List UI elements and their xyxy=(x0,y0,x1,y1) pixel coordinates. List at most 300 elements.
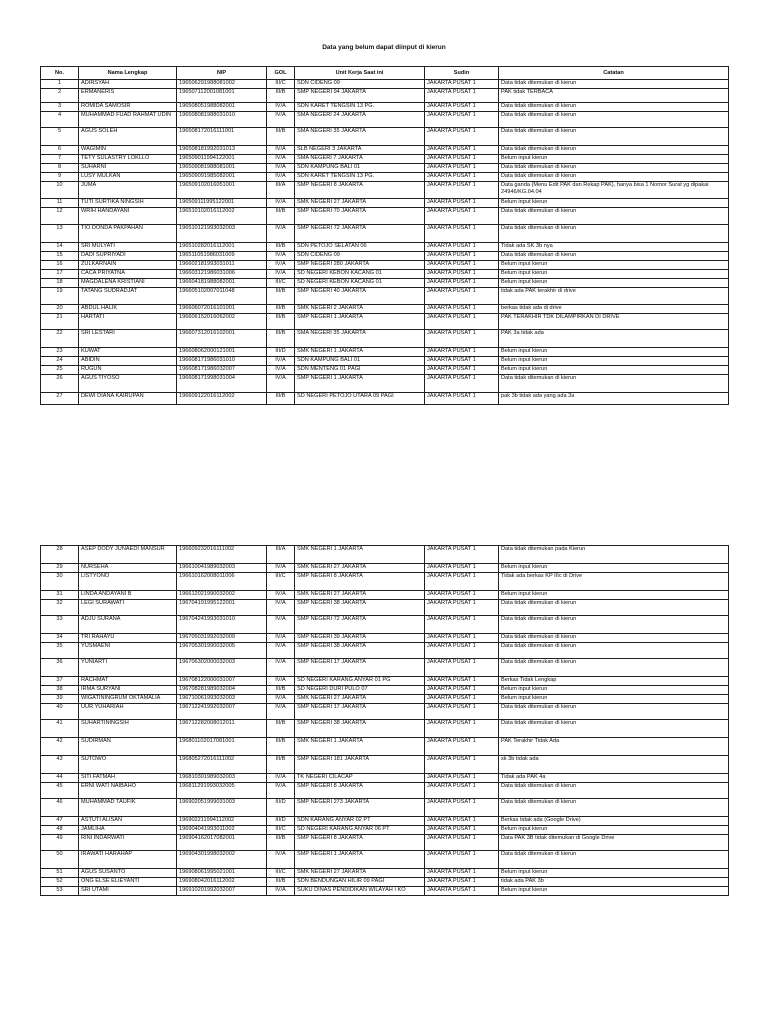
table-row xyxy=(41,851,729,869)
cell-unit: SDN CIDENG 09 xyxy=(295,252,425,261)
cell-gol: III/C xyxy=(267,869,295,878)
cell-gol: III/A xyxy=(267,546,295,564)
cell-unit: SDN KARANG ANYAR 02 PT xyxy=(295,817,425,826)
cell-nip: 196604181988082001 xyxy=(177,279,267,288)
cell-nama: MAGDALENA KRISTIANI xyxy=(79,279,177,288)
cell-gol: IV/A xyxy=(267,112,295,128)
cell-nama: TIO DONDA PAKPAHAN xyxy=(79,225,177,243)
cell-catatan: Belum input kierun xyxy=(499,826,729,835)
cell-sudin: JAKARTA PUSAT 1 xyxy=(425,774,499,783)
cell-gol: III/C xyxy=(267,573,295,591)
cell-catatan: Data tidak ditemukan di kierun xyxy=(499,600,729,616)
cell-no: 35 xyxy=(41,643,79,659)
cell-sudin: JAKARTA PUSAT 1 xyxy=(425,366,499,375)
table-row xyxy=(41,208,729,225)
cell-no: 38 xyxy=(41,686,79,695)
cell-catatan: PAK TERAKHIR TDK DILAMPIRKAN DI DRIVE xyxy=(499,314,729,330)
cell-catatan: Tidak ada PAK 4a xyxy=(499,774,729,783)
table-row xyxy=(41,261,729,270)
cell-gol: III/B xyxy=(267,835,295,851)
cell-unit: SUKU DINAS PENDIDIKAN WILAYAH I KO xyxy=(295,887,425,896)
cell-nama: DADI SUPRIYADI xyxy=(79,252,177,261)
cell-unit: SMK NEGERI 27 JAKARTA xyxy=(295,591,425,600)
document-title: Data yang belum dapat diinput di kierun xyxy=(322,44,446,51)
cell-gol: IV/A xyxy=(267,643,295,659)
cell-sudin: JAKARTA PUSAT 1 xyxy=(425,659,499,677)
table-row xyxy=(41,330,729,348)
cell-nama: UUR YUHARIAH xyxy=(79,704,177,720)
header-no: No. xyxy=(41,67,79,80)
table-row xyxy=(41,817,729,826)
cell-unit: SMP NEGERI 1 JAKARTA xyxy=(295,314,425,330)
cell-nip: 196603121986031006 xyxy=(177,270,267,279)
cell-no: 14 xyxy=(41,243,79,252)
cell-nip: 196508172016111001 xyxy=(177,128,267,146)
header-gol: GOL xyxy=(267,67,295,80)
cell-catatan: berkas tidak ada di drive xyxy=(499,305,729,314)
table-body-part-2 xyxy=(41,546,729,896)
cell-catatan: Data tidak ditemukan di kierun xyxy=(499,112,729,128)
header-nip: NIP xyxy=(177,67,267,80)
cell-gol: IV/A xyxy=(267,199,295,208)
cell-no: 40 xyxy=(41,704,79,720)
cell-nip: 196904162017082001 xyxy=(177,835,267,851)
cell-gol: IV/A xyxy=(267,887,295,896)
cell-no: 30 xyxy=(41,573,79,591)
cell-nama: SUDIRMAN xyxy=(79,738,177,756)
cell-nama: TUTI SURTIKA NINGSIH xyxy=(79,199,177,208)
cell-gol: IV/A xyxy=(267,600,295,616)
cell-sudin: JAKARTA PUSAT 1 xyxy=(425,199,499,208)
cell-unit: SMP NEGERI 273 JAKARTA xyxy=(295,799,425,817)
cell-nama: ZULKARNAIN xyxy=(79,261,177,270)
cell-nama: TATANG SUDRADJAT xyxy=(79,288,177,305)
cell-nip: 196609232016111002 xyxy=(177,546,267,564)
cell-no: 37 xyxy=(41,677,79,686)
cell-sudin: JAKARTA PUSAT 1 xyxy=(425,112,499,128)
cell-nama: TETY SULASTRY LOKLLO xyxy=(79,155,177,164)
cell-nip: 196811291993032005 xyxy=(177,783,267,799)
cell-no: 26 xyxy=(41,375,79,393)
cell-catatan: Data tidak ditemukan di kierun xyxy=(499,634,729,643)
table-row xyxy=(41,756,729,774)
cell-gol: IV/A xyxy=(267,677,295,686)
header-catatan: Catatan xyxy=(499,67,729,80)
cell-no: 18 xyxy=(41,279,79,288)
cell-sudin: JAKARTA PUSAT 1 xyxy=(425,348,499,357)
table-row xyxy=(41,564,729,573)
cell-gol: III/C xyxy=(267,80,295,89)
cell-sudin: JAKARTA PUSAT 1 xyxy=(425,375,499,393)
cell-sudin: JAKARTA PUSAT 1 xyxy=(425,851,499,869)
cell-unit: SMK NEGERI 27 JAKARTA xyxy=(295,564,425,573)
table-header-row xyxy=(41,67,729,80)
cell-catatan: Belum input kierun xyxy=(499,357,729,366)
cell-nama: HARTATI xyxy=(79,314,177,330)
cell-no: 16 xyxy=(41,261,79,270)
cell-nama: TRI RAHAYU xyxy=(79,634,177,643)
table-row xyxy=(41,616,729,634)
cell-unit: SMP NEGERI 1 JAKARTA xyxy=(295,375,425,393)
cell-unit: SMP NEGERI 38 JAKARTA xyxy=(295,643,425,659)
cell-no: 24 xyxy=(41,357,79,366)
cell-unit: SMP NEGERI 17 JAKARTA xyxy=(295,704,425,720)
cell-gol: IV/A xyxy=(267,261,295,270)
cell-sudin: JAKARTA PUSAT 1 xyxy=(425,783,499,799)
cell-nama: SRI UTAMI xyxy=(79,887,177,896)
cell-gol: IV/A xyxy=(267,634,295,643)
cell-no: 52 xyxy=(41,878,79,887)
cell-gol: IV/A xyxy=(267,851,295,869)
cell-catatan: Belum input kierun xyxy=(499,199,729,208)
table-row xyxy=(41,738,729,756)
cell-nama: IRMA SURYANI xyxy=(79,686,177,695)
cell-nama: MUHAMMAD FUAD RAHMAT UDIN xyxy=(79,112,177,128)
cell-sudin: JAKARTA PUSAT 1 xyxy=(425,288,499,305)
cell-nama: ASEP DODY JUNAEDI MANSUR xyxy=(79,546,177,564)
cell-gol: III/B xyxy=(267,756,295,774)
cell-sudin: JAKARTA PUSAT 1 xyxy=(425,261,499,270)
cell-unit: SMP NEGERI 8 JAKARTA xyxy=(295,182,425,199)
cell-unit: SDN MENTENG 01 PAGI xyxy=(295,366,425,375)
cell-catatan: Belum input kierun xyxy=(499,155,729,164)
cell-sudin: JAKARTA PUSAT 1 xyxy=(425,887,499,896)
cell-sudin: JAKARTA PUSAT 1 xyxy=(425,720,499,738)
cell-nama: SITI FATMAH xyxy=(79,774,177,783)
cell-sudin: JAKARTA PUSAT 1 xyxy=(425,817,499,826)
cell-unit: SMP NEGERI 94 JAKARTA xyxy=(295,89,425,103)
cell-no: 34 xyxy=(41,634,79,643)
cell-nama: LUSY MULKAN xyxy=(79,173,177,182)
cell-no: 15 xyxy=(41,252,79,261)
cell-catatan: Belum input kierun xyxy=(499,887,729,896)
cell-no: 13 xyxy=(41,225,79,243)
cell-sudin: JAKARTA PUSAT 1 xyxy=(425,869,499,878)
table-row xyxy=(41,199,729,208)
cell-gol: IV/A xyxy=(267,146,295,155)
table-row xyxy=(41,305,729,314)
cell-catatan: Belum input kierun xyxy=(499,366,729,375)
cell-catatan: Belum input kierun xyxy=(499,348,729,357)
cell-nama: RUGUN xyxy=(79,366,177,375)
cell-gol: III/B xyxy=(267,720,295,738)
table-row xyxy=(41,225,729,243)
cell-sudin: JAKARTA PUSAT 1 xyxy=(425,704,499,720)
cell-gol: III/C xyxy=(267,279,295,288)
cell-nip: 196509011994122001 xyxy=(177,155,267,164)
cell-unit: SD NEGERI KARANG ANYAR 06 PT xyxy=(295,826,425,835)
cell-nama: WIGATININGRUM OKTAMALIA xyxy=(79,695,177,704)
cell-gol: IV/A xyxy=(267,375,295,393)
cell-unit: SMK NEGERI 27 JAKARTA xyxy=(295,199,425,208)
cell-unit: SDN CIDENG 09 xyxy=(295,80,425,89)
cell-nama: AGUS SOLEH xyxy=(79,128,177,146)
cell-gol: IV/A xyxy=(267,270,295,279)
cell-nama: YUSMAENI xyxy=(79,643,177,659)
table-row xyxy=(41,164,729,173)
cell-unit: SMP NEGERI 8 JAKARTA xyxy=(295,783,425,799)
cell-sudin: JAKARTA PUSAT 1 xyxy=(425,826,499,835)
cell-nip: 196608062000121001 xyxy=(177,348,267,357)
cell-catatan: Data tidak ditemukan di kierun xyxy=(499,252,729,261)
cell-sudin: JAKARTA PUSAT 1 xyxy=(425,393,499,405)
cell-sudin: JAKARTA PUSAT 1 xyxy=(425,270,499,279)
cell-sudin: JAKARTA PUSAT 1 xyxy=(425,305,499,314)
cell-nama: YUNIARTI xyxy=(79,659,177,677)
cell-catatan: Data tidak ditemukan di kierun xyxy=(499,799,729,817)
header-sudin: Sudin xyxy=(425,67,499,80)
table-row xyxy=(41,835,729,851)
cell-sudin: JAKARTA PUSAT 1 xyxy=(425,573,499,591)
table-row xyxy=(41,774,729,783)
cell-catatan: Data tidak ditemukan di kierun xyxy=(499,80,729,89)
cell-unit: SMP NEGERI 17 JAKARTA xyxy=(295,659,425,677)
cell-no: 19 xyxy=(41,288,79,305)
cell-nip: 196609122016112002 xyxy=(177,393,267,405)
cell-nip: 196810301989032003 xyxy=(177,774,267,783)
cell-gol: IV/A xyxy=(267,783,295,799)
table-row xyxy=(41,89,729,103)
cell-gol: III/B xyxy=(267,305,295,314)
cell-unit: SDN PETOJO SELATAN 06 xyxy=(295,243,425,252)
cell-nip: 196608171986032007 xyxy=(177,366,267,375)
cell-gol: IV/A xyxy=(267,616,295,634)
table-row xyxy=(41,546,729,564)
cell-no: 25 xyxy=(41,366,79,375)
cell-catatan: Data tidak ditemukan di kierun xyxy=(499,146,729,155)
cell-nama: JAMLIHA xyxy=(79,826,177,835)
cell-gol: III/D xyxy=(267,348,295,357)
cell-nama: AGUS TIYOSO xyxy=(79,375,177,393)
cell-sudin: JAKARTA PUSAT 1 xyxy=(425,357,499,366)
cell-nip: 196705031992032009 xyxy=(177,634,267,643)
cell-no: 6 xyxy=(41,146,79,155)
cell-unit: SMP NEGERI 8 JAKARTA xyxy=(295,573,425,591)
table-row xyxy=(41,826,729,835)
table-row xyxy=(41,80,729,89)
cell-catatan: Belum input kierun xyxy=(499,279,729,288)
cell-sudin: JAKARTA PUSAT 1 xyxy=(425,80,499,89)
cell-unit: SMA NEGERI 35 JAKARTA xyxy=(295,128,425,146)
cell-no: 36 xyxy=(41,659,79,677)
cell-gol: III/B xyxy=(267,738,295,756)
cell-gol: IV/A xyxy=(267,357,295,366)
cell-no: 20 xyxy=(41,305,79,314)
cell-no: 29 xyxy=(41,564,79,573)
cell-catatan: Berkas Tidak Lengkap xyxy=(499,677,729,686)
cell-sudin: JAKARTA PUSAT 1 xyxy=(425,835,499,851)
cell-nip: 196610162008011006 xyxy=(177,573,267,591)
cell-nip: 196805272016111002 xyxy=(177,756,267,774)
cell-unit: SD NEGERI PETOJO UTARA 09 PAGI xyxy=(295,393,425,405)
cell-no: 51 xyxy=(41,869,79,878)
cell-no: 28 xyxy=(41,546,79,564)
cell-gol: III/D xyxy=(267,799,295,817)
table-row xyxy=(41,659,729,677)
cell-sudin: JAKARTA PUSAT 1 xyxy=(425,677,499,686)
cell-nama: WRIH HANDAYANI xyxy=(79,208,177,225)
cell-unit: SMK NEGERI 1 JAKARTA xyxy=(295,348,425,357)
cell-gol: IV/A xyxy=(267,366,295,375)
cell-unit: SMP NEGERI 38 JAKARTA xyxy=(295,720,425,738)
cell-sudin: JAKARTA PUSAT 1 xyxy=(425,799,499,817)
table-row xyxy=(41,643,729,659)
cell-no: 23 xyxy=(41,348,79,357)
cell-unit: SMA NEGERI 7 JAKARTA xyxy=(295,155,425,164)
cell-nip: 196712282008012011 xyxy=(177,720,267,738)
cell-gol: IV/A xyxy=(267,164,295,173)
table-row xyxy=(41,314,729,330)
cell-nip: 196511051986031009 xyxy=(177,252,267,261)
cell-sudin: JAKARTA PUSAT 1 xyxy=(425,146,499,155)
cell-gol: IV/A xyxy=(267,103,295,112)
cell-no: 47 xyxy=(41,817,79,826)
cell-catatan: Data PAK 3B tidak ditemukan di Google Drive xyxy=(499,835,729,851)
cell-unit: SD NEGERI DURI PULO 07 xyxy=(295,686,425,695)
cell-nama: SUHARNI xyxy=(79,164,177,173)
cell-nip: 196610041989032003 xyxy=(177,564,267,573)
data-table-part-1 xyxy=(40,66,729,405)
cell-nip: 196908042016112002 xyxy=(177,878,267,887)
cell-no: 44 xyxy=(41,774,79,783)
table-row xyxy=(41,677,729,686)
cell-no: 8 xyxy=(41,164,79,173)
cell-sudin: JAKARTA PUSAT 1 xyxy=(425,225,499,243)
cell-nip: 196606072016101001 xyxy=(177,305,267,314)
cell-no: 53 xyxy=(41,887,79,896)
cell-nama: MUHAMMAD TAUFIK xyxy=(79,799,177,817)
cell-catatan: Belum input kierun xyxy=(499,869,729,878)
table-row xyxy=(41,366,729,375)
cell-catatan: Data tidak ditemukan di kierun xyxy=(499,103,729,112)
cell-catatan: Belum input kierun xyxy=(499,686,729,695)
cell-nip: 196712241992032007 xyxy=(177,704,267,720)
table-row xyxy=(41,393,729,405)
cell-catatan: Data tidak ditemukan di kierun xyxy=(499,616,729,634)
cell-nama: AGUS SUSANTO xyxy=(79,869,177,878)
cell-unit: SDN KAMPUNG BALI 01 xyxy=(295,164,425,173)
table-row xyxy=(41,591,729,600)
cell-nama: ABDUL HALIK xyxy=(79,305,177,314)
cell-catatan: PAK 3a tidak ada xyxy=(499,330,729,348)
cell-nip: 196510282016112001 xyxy=(177,243,267,252)
cell-sudin: JAKARTA PUSAT 1 xyxy=(425,128,499,146)
cell-catatan: Data tidak ditemukan di kierun xyxy=(499,643,729,659)
cell-unit: SMP NEGERI 70 JAKARTA xyxy=(295,208,425,225)
cell-unit: SMK NEGERI 27 JAKARTA xyxy=(295,695,425,704)
cell-nama: SUTOWO xyxy=(79,756,177,774)
cell-nama: RACHMAT xyxy=(79,677,177,686)
cell-nip: 196710061993032003 xyxy=(177,695,267,704)
cell-catatan: Data tidak ditemukan pada Kierun xyxy=(499,546,729,564)
cell-unit: SDN BENDUNGAN HILIR 09 PAGI xyxy=(295,878,425,887)
cell-gol: IV/A xyxy=(267,252,295,261)
table-row xyxy=(41,887,729,896)
table-row xyxy=(41,600,729,616)
cell-catatan: Data tidak ditemukan di kierun xyxy=(499,704,729,720)
cell-sudin: JAKARTA PUSAT 1 xyxy=(425,643,499,659)
cell-catatan: Data ganda (Menu Edit PAK dan Rekap PAK), hanya bisa 1 Nomor Surat yg dipakai 24946/KG.04.04 xyxy=(499,182,729,199)
cell-no: 1 xyxy=(41,80,79,89)
cell-no: 27 xyxy=(41,393,79,405)
cell-gol: IV/A xyxy=(267,564,295,573)
cell-unit: SMA NEGERI 35 JAKARTA xyxy=(295,330,425,348)
table-row xyxy=(41,252,729,261)
cell-sudin: JAKARTA PUSAT 1 xyxy=(425,155,499,164)
table-row xyxy=(41,173,729,182)
cell-unit: SD NEGERI KARANG ANYAR 01 PG xyxy=(295,677,425,686)
cell-nip: 196509111995122001 xyxy=(177,199,267,208)
cell-gol: IV/A xyxy=(267,591,295,600)
table-row xyxy=(41,288,729,305)
cell-unit: TK NEGERI CILACAP xyxy=(295,774,425,783)
cell-no: 17 xyxy=(41,270,79,279)
cell-nip: 196706302000032003 xyxy=(177,659,267,677)
cell-no: 42 xyxy=(41,738,79,756)
cell-nip: 196509091985082001 xyxy=(177,173,267,182)
cell-nip: 196510121993032003 xyxy=(177,225,267,243)
cell-sudin: JAKARTA PUSAT 1 xyxy=(425,330,499,348)
cell-gol: III/B xyxy=(267,89,295,103)
cell-gol: III/B xyxy=(267,208,295,225)
cell-unit: SDN KARET TENGSIN 13 PG. xyxy=(295,103,425,112)
cell-no: 41 xyxy=(41,720,79,738)
cell-no: 43 xyxy=(41,756,79,774)
cell-sudin: JAKARTA PUSAT 1 xyxy=(425,243,499,252)
cell-gol: III/B xyxy=(267,243,295,252)
cell-nip: 196509081988081001 xyxy=(177,164,267,173)
cell-nip: 196708122000031007 xyxy=(177,677,267,686)
cell-sudin: JAKARTA PUSAT 1 xyxy=(425,600,499,616)
table-row xyxy=(41,695,729,704)
cell-nama: ADJU SURANA xyxy=(79,616,177,634)
cell-catatan: Belum input kierun xyxy=(499,261,729,270)
cell-unit: SD NEGERI KEBON KACANG 01 xyxy=(295,279,425,288)
cell-no: 33 xyxy=(41,616,79,634)
table-row xyxy=(41,799,729,817)
cell-nama: JUMA xyxy=(79,182,177,199)
cell-gol: III/D xyxy=(267,817,295,826)
cell-nip: 196606152016062002 xyxy=(177,314,267,330)
cell-nama: LISTYONO xyxy=(79,573,177,591)
table-row xyxy=(41,243,729,252)
cell-unit: SDN KAMPUNG BALI 01 xyxy=(295,357,425,366)
cell-no: 9 xyxy=(41,173,79,182)
cell-nip: 196801102017081001 xyxy=(177,738,267,756)
cell-nama: ADIRSYAH xyxy=(79,80,177,89)
table-row xyxy=(41,112,729,128)
cell-nip: 196705301990032005 xyxy=(177,643,267,659)
table-row xyxy=(41,103,729,112)
cell-nip: 196602181993031011 xyxy=(177,261,267,270)
table-row xyxy=(41,270,729,279)
cell-no: 7 xyxy=(41,155,79,164)
cell-gol: III/B xyxy=(267,878,295,887)
cell-nip: 196509102016051001 xyxy=(177,182,267,199)
cell-catatan: Data tidak ditemukan di kierun xyxy=(499,659,729,677)
cell-nama: RINI INDARWATI xyxy=(79,835,177,851)
cell-catatan: Belum input kierun xyxy=(499,564,729,573)
cell-sudin: JAKARTA PUSAT 1 xyxy=(425,103,499,112)
cell-nip: 196904301998032002 xyxy=(177,851,267,869)
cell-gol: IV/A xyxy=(267,659,295,677)
table-row xyxy=(41,128,729,146)
table-row xyxy=(41,878,729,887)
cell-unit: SMP NEGERI 1 JAKARTA xyxy=(295,851,425,869)
cell-nama: DEWI DIANA KAIRUPAN xyxy=(79,393,177,405)
cell-sudin: JAKARTA PUSAT 1 xyxy=(425,208,499,225)
cell-nip: 196607312016102001 xyxy=(177,330,267,348)
